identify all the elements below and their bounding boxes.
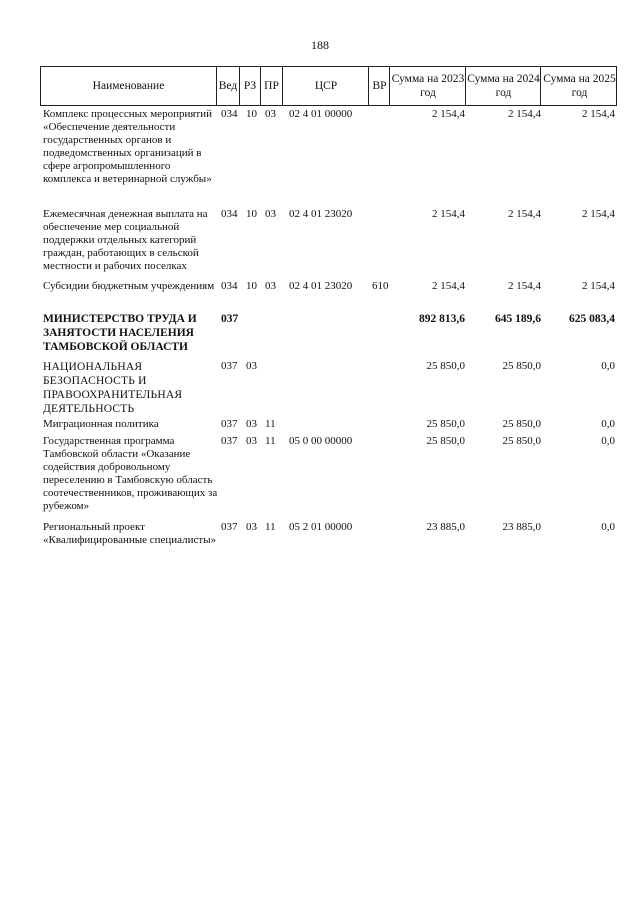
budget-table (40, 66, 617, 546)
row-sum-2024: 2 154,4 (508, 208, 541, 220)
row-csr: 02 4 01 00000 (289, 108, 353, 120)
row-csr: 05 0 00 00000 (289, 435, 353, 447)
row-sum-2025: 0,0 (601, 521, 615, 533)
row-sum-2025: 625 083,4 (569, 313, 615, 325)
table-row (40, 418, 617, 434)
row-name: Государственная программа Тамбовской области «Оказание содействия добровольному переселению в Тамбовскую область соотечественников, проживающих за рубежом» (43, 435, 218, 512)
row-sum-2023: 892 813,6 (419, 313, 465, 325)
row-sum-2023: 25 850,0 (426, 435, 465, 447)
row-pr: 11 (265, 435, 276, 447)
row-ved: 037 (221, 360, 238, 372)
row-sum-2025: 0,0 (601, 418, 615, 430)
row-sum-2025: 2 154,4 (582, 208, 615, 220)
row-name: Региональный проект «Квалифицированные специалисты» (43, 521, 217, 546)
table-row (40, 435, 617, 519)
header-sum-2025: Сумма на 2025 год (540, 67, 618, 105)
header-pr: ПР (260, 67, 282, 105)
row-pr: 11 (265, 521, 276, 533)
header-vr: ВР (368, 67, 390, 105)
row-sum-2024: 25 850,0 (502, 360, 541, 372)
row-sum-2024: 2 154,4 (508, 280, 541, 292)
row-sum-2025: 2 154,4 (582, 108, 615, 120)
table-row (40, 280, 617, 310)
header-sum-2023: Сумма на 2023 год (389, 67, 466, 105)
row-name: Комплекс процессных мероприятий «Обеспечение деятельности государственных органов и подведомственных организаций в сфере агропромышленного комплекса и ветеринарной службы» (43, 108, 212, 185)
row-pr: 03 (265, 208, 276, 220)
table-row (40, 312, 617, 356)
row-sum-2023: 25 850,0 (426, 360, 465, 372)
row-sum-2024: 2 154,4 (508, 108, 541, 120)
row-csr: 02 4 01 23020 (289, 208, 353, 220)
row-sum-2024: 645 189,6 (495, 313, 541, 325)
row-sum-2025: 2 154,4 (582, 280, 615, 292)
row-csr: 05 2 01 00000 (289, 521, 353, 533)
row-sum-2025: 0,0 (601, 360, 615, 372)
row-sum-2023: 2 154,4 (432, 208, 465, 220)
row-name: Ежемесячная денежная выплата на обеспечение мер социальной поддержки отдельных категорий граждан, работающих в сельской местности и рабочих поселках (43, 208, 208, 272)
row-csr: 02 4 01 23020 (289, 280, 353, 292)
row-ved: 037 (221, 521, 238, 533)
row-name: Субсидии бюджетным учреждениям (43, 280, 215, 292)
row-ved: 034 (221, 108, 238, 120)
row-ved: 037 (221, 418, 238, 430)
row-rz: 03 (246, 360, 257, 372)
row-rz: 10 (246, 208, 257, 220)
header-csr: ЦСР (282, 67, 369, 105)
row-name: МИНИСТЕРСТВО ТРУДА И ЗАНЯТОСТИ НАСЕЛЕНИЯ ТАМБОВСКОЙ ОБЛАСТИ (43, 313, 197, 353)
row-pr: 03 (265, 280, 276, 292)
row-sum-2025: 0,0 (601, 435, 615, 447)
row-ved: 034 (221, 208, 238, 220)
row-rz: 03 (246, 435, 257, 447)
table-header (40, 66, 617, 106)
row-rz: 03 (246, 521, 257, 533)
table-row (40, 360, 617, 414)
row-sum-2023: 2 154,4 (432, 280, 465, 292)
row-sum-2024: 25 850,0 (502, 418, 541, 430)
table-row (40, 208, 617, 278)
row-vr: 610 (372, 280, 389, 292)
page-number: 188 (311, 38, 329, 52)
header-name: Наименование (92, 80, 165, 92)
header-sum-2024: Сумма на 2024 год (465, 67, 541, 105)
row-sum-2024: 23 885,0 (502, 521, 541, 533)
row-rz: 10 (246, 280, 257, 292)
table-row (40, 108, 617, 204)
header-ved: Вед (216, 67, 239, 105)
row-ved: 034 (221, 280, 238, 292)
row-sum-2023: 2 154,4 (432, 108, 465, 120)
row-sum-2023: 23 885,0 (426, 521, 465, 533)
row-pr: 11 (265, 418, 276, 430)
row-sum-2024: 25 850,0 (502, 435, 541, 447)
row-name: НАЦИОНАЛЬНАЯ БЕЗОПАСНОСТЬ И ПРАВООХРАНИТЕЛЬНАЯ ДЕЯТЕЛЬНОСТЬ (43, 361, 183, 415)
row-rz: 03 (246, 418, 257, 430)
row-sum-2023: 25 850,0 (426, 418, 465, 430)
row-pr: 03 (265, 108, 276, 120)
row-name: Миграционная политика (43, 418, 159, 430)
row-ved: 037 (221, 313, 239, 325)
header-rz: РЗ (239, 67, 260, 105)
table-row (40, 521, 617, 565)
row-ved: 037 (221, 435, 238, 447)
row-rz: 10 (246, 108, 257, 120)
